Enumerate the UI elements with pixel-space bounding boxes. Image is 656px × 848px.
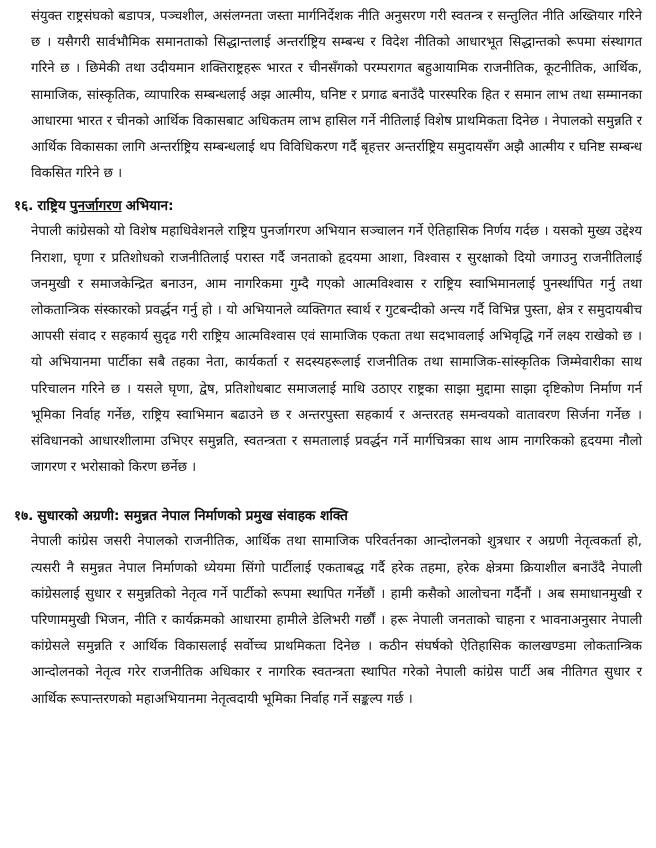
section-17-number: १७.: [14, 508, 34, 525]
section-17-paragraph: नेपाली कांग्रेस जसरी नेपालको राजनीतिक, आर्थिक तथा सामाजिक परिवर्तनका आन्दोलनको शुत्रधार र अग्रणी नेतृत्वकर्ता हो, त्यसरी नै समुन्नत नेपाल निर्माणको ध्येयमा सिंगो पार्टीलाई एकताबद्ध गर्दै हरेक तहमा, हरेक क्षेत्रमा क्रियाशील बनाउँदै नेपाली कांग्रेसलाई सुधार र समुन्नतिको नेतृत्व गर्ने पार्टीको रूपमा स्थापित गर्नेछौं । हामी कसैको आलोचना गर्दैनौं । अब समाधानमुखी र परिणाममुखी भिजन, नीति र कार्यक्रमको आधारमा हामीले डेलिभरी गर्छौं । हरू नेपाली जनताको चाहना र भावनाअनुसार नेपाली कांग्रेसले समुन्नति र आर्थिक विकासलाई सर्वोच्च प्राथमिकता दिनेछ । कठीन संघर्षको ऐतिहासिक कालखण्डमा लोकतान्त्रिक आन्दोलनको नेतृत्व गरेर राजनीतिक अधिकार र नागरिक स्वतन्त्रता स्थापित गरेको नेपाली कांग्रेस पार्टी अब नीतिगत सुधार र आर्थिक रूपान्तरणको महाअभियानमा नेतृत्वदायी भूमिका निर्वाह गर्ने सङ्कल्प गर्छ ।: [31, 534, 642, 707]
section-16-title-part2: पुनर्जागरण: [69, 198, 122, 215]
intro-paragraph: संयुक्त राष्ट्रसंघको बडापत्र, पञ्चशील, असंलग्नता जस्ता मार्गनिर्देशक नीति अनुसरण गरी स्वतन्त्र र सन्तुलित नीति अख्तियार गरिने छ । यसैगरी सार्वभौमिक समानताको सिद्धान्तलाई अन्तर्राष्ट्रिय सम्बन्ध र विदेश नीतिको आधारभूत सिद्धान्तको रूपमा संस्थागत गरिने छ । छिमेकी तथा उदीयमान शक्तिराष्ट्रहरू भारत र चीनसँगको परम्परागत बहुआयामिक राजनीतिक, कूटनीतिक, आर्थिक, सामाजिक, सांस्कृतिक, व्यापारिक सम्बन्धलाई अझ आत्मीय, घनिष्ट र प्रगाढ बनाउँदै पारस्परिक हित र समान लाभ तथा सम्मानका आधारमा भारत र चीनको आर्थिक विकासबाट अधिकतम लाभ हासिल गर्ने नीतिलाई विशेष प्राथमिकता दिनेछ । नेपालको समुन्नति र आर्थिक विकासका लागि अन्तर्राष्ट्रिय सम्बन्धलाई थप विविधिकरण गर्दै बृहत्तर अन्तर्राष्ट्रिय समुदायसँग अझै आत्मीय र घनिष्ट सम्बन्ध विकसित गरिने छ ।: [31, 9, 642, 182]
section-17: [14, 503, 642, 712]
section-16-paragraph: नेपाली कांग्रेसको यो विशेष महाधिवेशनले राष्ट्रिय पुनर्जागरण अभियान सञ्चालन गर्ने ऐतिहासिक निर्णय गर्दछ । यसको मुख्य उद्देश्य निराशा, घृणा र प्रतिशोधको राजनीतिलाई परास्त गर्दै जनताको हृदयमा आशा, विश्वास र सुरक्षाको दियो जगाउनु राजनीतिलाई जनमुखी र समाजकेन्द्रित बनाउन, आम नागरिकमा गुम्दै गएको आत्मविश्वास र राष्ट्रिय स्वाभिमानलाई पुनर्स्थापित गर्नु तथा लोकतान्त्रिक संस्कारको प्रवर्द्धन गर्नु हो । यो अभियानले व्यक्तिगत स्वार्थ र गुटबन्दीको अन्त्य गर्दै विभिन्न पुस्ता, क्षेत्र र समुदायबीच आपसी संवाद र सहकार्य सुदृढ गरी राष्ट्रिय आत्मविश्वास एवं सामाजिक एकता तथा सदभावलाई अभिवृद्धि गर्ने लक्ष्य राखेको छ । यो अभियानमा पार्टीका सबै तहका नेता, कार्यकर्ता र सदस्यहरूलाई राजनीतिक तथा सामाजिक-सांस्कृतिक जिम्मेवारीका साथ परिचालन गरिने छ । यसले घृणा, द्वेष, प्रतिशोधबाट समाजलाई माथि उठाएर राष्ट्रका साझा मुद्दामा साझा दृष्टिकोण निर्माण गर्न भूमिका निर्वाह गर्नेछ, राष्ट्रिय स्वाभिमान बढाउने छ र अन्तरपुस्ता सहकार्य र अन्तरतह समन्वयको वातावरण सिर्जना गर्नेछ । संविधानको आधारशीलामा उभिएर समुन्नति, स्वतन्त्रता र समतालाई प्रवर्द्धन गर्ने मार्गचित्रका साथ आम नागरिकको हृदयमा नौलो जागरण र भरोसाको किरण छर्नेछ ।: [31, 224, 642, 476]
section-16-title-part3: अभियान:: [125, 198, 174, 215]
section-16-title-part1: राष्ट्रिय: [37, 198, 66, 215]
section-16-heading: [14, 193, 642, 219]
section-17-title: सुधारको अग्रणी: समुन्नत नेपाल निर्माणको प्रमुख संवाहक शक्ति: [37, 508, 348, 525]
section-17-heading: [14, 503, 642, 529]
section-16-number: १६.: [14, 198, 34, 215]
section-16: [14, 193, 642, 481]
